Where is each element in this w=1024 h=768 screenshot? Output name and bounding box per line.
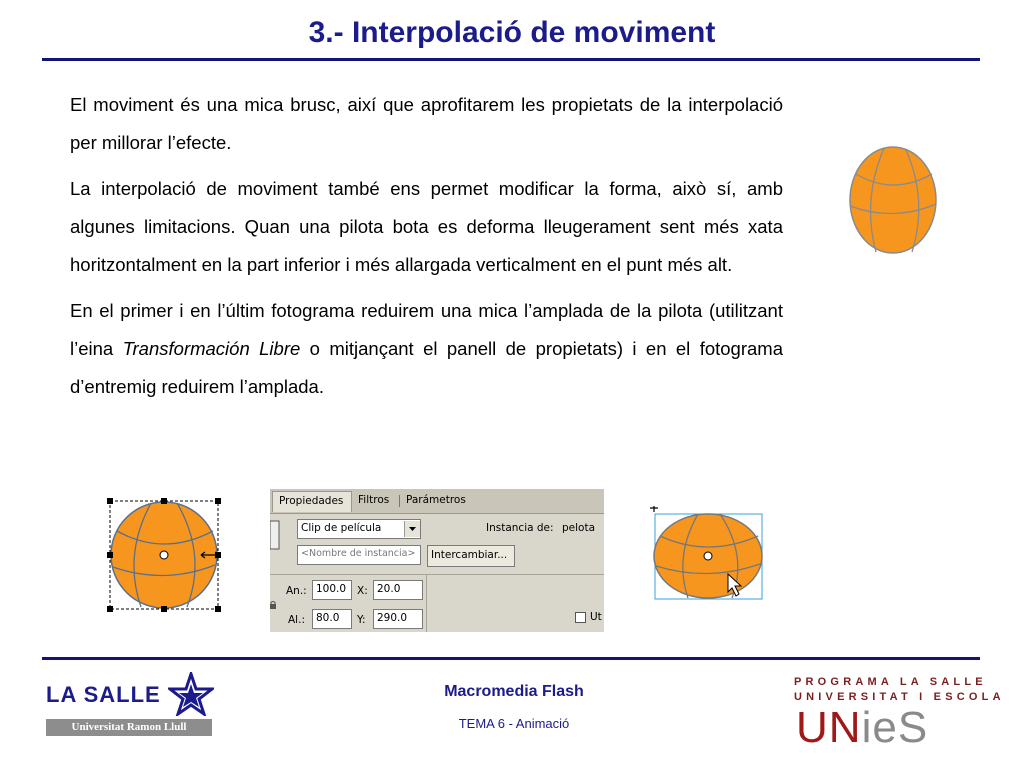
body-text [70, 86, 783, 414]
unies-line-1: PROGRAMA LA SALLE [794, 676, 987, 688]
properties-panel [270, 489, 604, 632]
paragraph-2: La interpolació de moviment també ens permet modificar la forma, això sí, amb algunes limitacions. Quan una pilota bota es deforma lleugerament sent més xata horitzontalment en la part inferior i més allargada verticalment en el punt més alt. [70, 178, 783, 275]
title-rule [42, 58, 980, 61]
basketball-icon [846, 144, 942, 256]
instance-of-label: Instancia de: [486, 522, 554, 534]
y-label: Y: [357, 614, 366, 626]
symbol-type-select[interactable] [297, 519, 421, 539]
height-label: Al.: [288, 614, 305, 626]
unies-line-2: UNIVERSITAT I ESCOLA [794, 691, 1005, 703]
x-label: X: [357, 585, 368, 597]
width-input[interactable]: 100.0 [312, 580, 352, 600]
instance-of-value: pelota [562, 522, 596, 534]
lasalle-university: Universitat Ramon Llull [46, 719, 212, 736]
symbol-type-value: Clip de película [301, 522, 382, 534]
symbol-icon [270, 519, 280, 551]
unies-wordmark: UNieS [796, 703, 929, 752]
tab-filtros[interactable]: Filtros [358, 494, 390, 506]
paragraph-3-end: o mitjançant el panell de propietats) i en el fotograma d’entremig reduirem l’amplada. [70, 338, 783, 397]
tab-separator [399, 495, 400, 507]
paragraph-3 [70, 292, 783, 406]
use-checkbox[interactable] [575, 612, 586, 623]
paragraph-3-start: En el primer i en l’últim fotograma reduirem una mica l’amplada de la pilota (utilitzant l’eina [70, 300, 783, 359]
width-label: An.: [286, 585, 307, 597]
tool-name: Transformación Libre [122, 338, 301, 359]
y-input[interactable]: 290.0 [373, 609, 423, 629]
paragraph-1: El moviment és una mica brusc, així que aprofitarem les propietats de la interpolació per millorar l’efecte. [70, 94, 783, 153]
panel-divider [270, 574, 604, 575]
chevron-down-icon[interactable] [404, 521, 420, 537]
panel-vdivider [426, 574, 427, 632]
instance-name-input[interactable]: <Nombre de instancia> [297, 545, 421, 565]
topic-title: TEMA 6 - Animació [458, 716, 570, 731]
course-title: Macromedia Flash [444, 683, 584, 700]
tab-parametros[interactable]: Parámetros [406, 494, 466, 506]
slide-title: 3.- Interpolació de moviment [308, 16, 716, 49]
unies-logo [794, 676, 1005, 752]
lasalle-name: LA SALLE [46, 682, 161, 707]
lasalle-logo [46, 672, 216, 738]
height-input[interactable]: 80.0 [312, 609, 352, 629]
x-input[interactable]: 20.0 [373, 580, 423, 600]
tab-propiedades[interactable]: Propiedades [272, 491, 352, 512]
transform-ball-icon [105, 497, 225, 613]
panel-tabs [270, 489, 604, 514]
star-icon [168, 672, 214, 716]
swap-button[interactable]: Intercambiar... [427, 545, 515, 567]
lock-icon[interactable] [270, 601, 276, 609]
squashed-ball-icon [646, 506, 768, 604]
checkbox-label: Ut [590, 611, 602, 623]
footer-rule [42, 657, 980, 660]
